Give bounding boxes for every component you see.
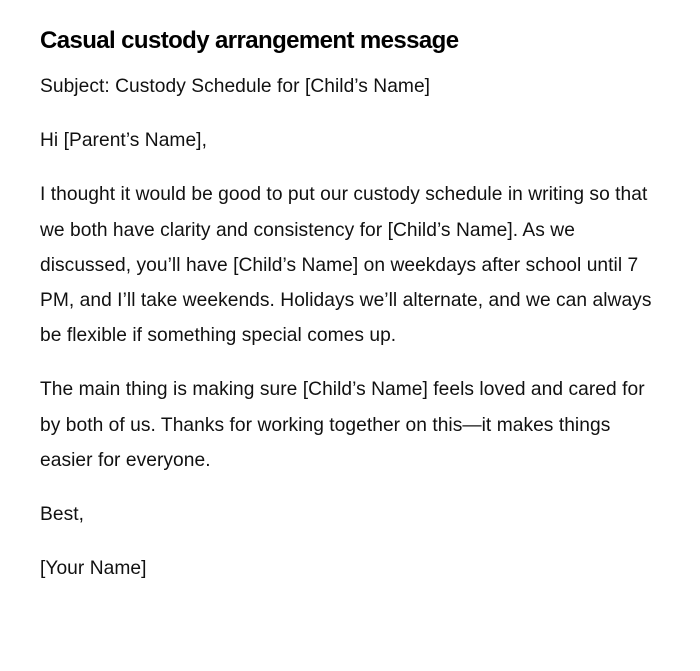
signature: [Your Name] bbox=[40, 558, 147, 580]
closing: Best, bbox=[40, 504, 84, 526]
document-title: Casual custody arrangement message bbox=[40, 27, 459, 54]
body-paragraph: The main thing is making sure [Child’s Name] feels loved and cared for by both of us. Thanks for working together on this—it makes things easier for everyone. bbox=[40, 379, 645, 471]
subject-line: Subject: Custody Schedule for [Child’s Name] bbox=[40, 76, 431, 97]
body-paragraph: I thought it would be good to put our custody schedule in writing so that we both have clarity and consistency for [Child’s Name]. As we discussed, you’ll have [Child’s Name] on weekdays after school until 7 PM, and I’ll take weekends. Holidays we’ll alternate, and we can always be flexible if something special comes up. bbox=[40, 184, 652, 347]
greeting: Hi [Parent’s Name], bbox=[40, 130, 207, 152]
